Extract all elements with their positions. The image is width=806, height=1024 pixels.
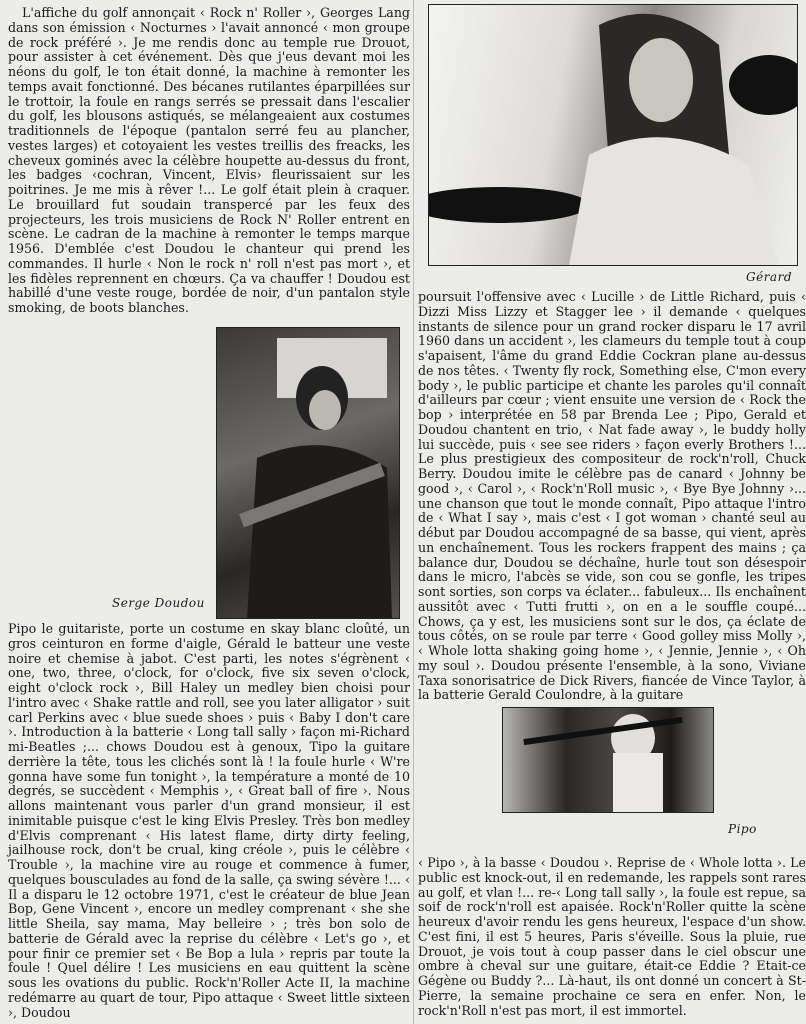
white-suit-shape [613, 753, 663, 812]
caption-gerard: Gérard [746, 270, 792, 284]
column-divider [413, 0, 414, 1024]
guitar-neck-shape [523, 717, 682, 745]
photo-pipo [502, 707, 714, 813]
left-column-bottom [8, 622, 410, 1020]
article-paragraph-3: poursuit l'offensive avec ‹ Lucille › de Little Richard, puis ‹ Dizzi Miss Lizzy et Stagger lee › il demande ‹ quelques instants de silence pour un grand rocker disparu le 17 avril 1960 dans un accident ›, les clameurs du temple tout à coup s'apaisent, l'âme du grand Eddie Cockran plane au-dessus de nos têtes. ‹ Twenty fly rock, Something else, C'mon every body ›, le public participe et chante les paroles qu'il connaît d'ailleurs par cœur ; vient ensuite une version de ‹ Rock the bop › interprétée en 58 par Brenda Lee ; Pipo, Gerald et Doudou chantent en trio, ‹ Nat fade away ›, le buddy holly lui succède, puis ‹ see see riders › façon everly Brothers !... Le plus prestigieux des compositeur de rock'n'roll, Chuck Berry. Doudou imite le célèbre pas de canard ‹ Johnny be good ›, ‹ Carol ›, ‹ Rock'n'Roll music ›, ‹ Bye Bye Johnny ›... une chanson que tout le monde connaît, Pipo attaque l'intro de ‹ What I say ›, mais c'est ‹ I got woman › chanté seul au début par Doudou accompagné de sa basse, qui vient, après un enchaînement. Tous les rockers frappent des mains ; ça balance dur, Doudou se déchaîne, hurle tout son désespoir dans le micro, l'abcès se vide, son cou se gonfle, les tripes sont sorties, son corps va éclater... fabuleux... Ils enchaînent aussitôt avec ‹ Tutti frutti ›, on en a le souffle coupé... Chows, ça y est, les musiciens sont sur le dos, ça éclate de tous côtés, on se roule par terre ‹ Good golley miss Molly ›, ‹ Whole lotta shaking going home ›, ‹ Jennie, Jennie ›, ‹ Oh my soul ›. Doudou présente l'ensemble, à la sono, Viviane Taxa sonorisatrice de Dick Rivers, fiancée de Vince Taylor, à la batterie Gerald Coulondre, à la guitare [418, 289, 806, 703]
face-shape [309, 390, 341, 430]
cymbal-shape [429, 187, 589, 223]
article-paragraph-4: ‹ Pipo ›, à la basse ‹ Doudou ›. Reprise de ‹ Whole lotta ›. Le public est knock-out, il en redemande, les rappels sont rares au golf, et vlan !... re-‹ Long tall sally ›, la foule est repue, sa soif de rock'n'roll est apaisée. Rock'n'Roller quitte la scène heureux d'avoir rendu les gens heureux, l'espace d'un show. C'est fini, il est 5 heures, Paris s'éveille. Sous la pluie, rue Drouot, je vois tout à coup passer dans le ciel obscur une ombre à cheval sur une guitare, était-ce Eddie ? Etait-ce Gégène ou Buddy ?... Là-haut, ils ont donné un concert à St-Pierre, la semaine prochaine ce sera en enfer. Non, le rock'n'Roll n'est pas mort, il est immortel. [418, 855, 806, 1018]
left-column-top [8, 6, 410, 316]
guitarist-illustration [503, 708, 713, 812]
photo-gerard [428, 4, 798, 266]
singer-illustration [217, 328, 399, 618]
photo-serge-doudou [216, 327, 400, 619]
right-column-bottom [418, 856, 806, 1018]
face-shape [629, 38, 693, 122]
caption-pipo: Pipo [728, 822, 757, 836]
shirt-shape [569, 137, 779, 265]
caption-serge-doudou: Serge Doudou [112, 596, 205, 610]
article-paragraph-2: Pipo le guitariste, porte un costume en skay blanc cloûté, un gros ceinturon en forme d'aigle, Gérald le batteur une veste noire et chemise à jabot. C'est parti, les notes s'égrènent ‹ one, two, three, o'clock, for o'clock, five six seven o'clock, eight o'clock rock ›, Bill Haley un medley bien choisi pour l'intro avec ‹ Shake rattle and roll, see you later alligator › suit carl Perkins avec ‹ blue suede shoes › puis ‹ Baby I don't care ›. Introduction à la batterie ‹ Long tall sally › façon mi-Richard mi-Beatles ;... chows Doudou est à genoux, Tipo la guitare derrière la tête, tous les clichés sont là ! la foule hurle ‹ W're gonna have some fun tonight ›, la température a monté de 10 degrés, se succèdent ‹ Memphis ›, ‹ Great ball of fire ›. Nous allons maintenant vous parler d'un grand monsieur, il est inimitable puisque c'est le king Elvis Presley. Très bon medley d'Elvis comprenant ‹ His latest flame, dirty dirty feeling, jailhouse rock, don't be crual, king créole ›, puis le célèbre ‹ Trouble ›, la machine vire au rouge et commence à fumer, quelques bousculades au fond de la salle, ça swing sévère !... ‹ Il a disparu le 12 octobre 1971, c'est le créateur de blue Jean Bop, Gene Vincent ›, encore un medley comprenant ‹ she she little Sheila, say mama, May belleire › ; très bon solo de batterie de Gérald avec la reprise du célèbre ‹ Let's go ›, et pour finir ce premier set ‹ Be Bop a lula › repris par toute la foule ! Quel délire ! Les musiciens en eau quittent la scène sous les ovations du public. Rock'n'Roller Acte II, la machine redémarre au quart de tour, Pipo attaque ‹ Sweet little sixteen ›, Doudou [8, 621, 410, 1020]
article-paragraph-1: L'affiche du golf annonçait ‹ Rock n' Roller ›, Georges Lang dans son émission ‹ Nocturnes › l'avait annoncé ‹ mon groupe de rock préféré ›. Je me rendis donc au temple rue Drouot, pour assister à cet événement. Dès que j'eus devant moi les néons du golf, le ton était donné, la machine à remonter les temps avait fonctionné. Des bécanes rutilantes éparpillées sur le trottoir, la foule en rangs serrés se pressait dans l'escalier du golf, les blousons astiqués, se mélangeaient aux costumes traditionnels de l'époque (pantalon serré feu au plancher, vestes larges) et cotoyaient les vestes treillis des freacks, les cheveux gominés avec la célèbre houpette au-dessus du front, les badges ‹cochran, Vincent, Elvis› fleurissaient sur les poitrines. Je me mis à rêver !... Le golf était plein à craquer. Le brouillard fut soudain transpercé par les feux des projecteurs, les trois musiciens de Rock N' Roller entrent en scène. Le cadran de la machine à remonter le temps marque 1956. D'emblée c'est Doudou le chanteur qui prend les commandes. Il hurle ‹ Non le rock n' roll n'est pas mort ›, et les fidèles reprennent en chœurs. Ça va chauffer ! Doudou est habillé d'une veste rouge, bordée de noir, d'un pantalon style smoking, de boots blanches. [8, 5, 410, 315]
right-column-top [418, 290, 806, 703]
drummer-illustration [429, 5, 797, 265]
cymbal-shape-right [729, 55, 797, 115]
